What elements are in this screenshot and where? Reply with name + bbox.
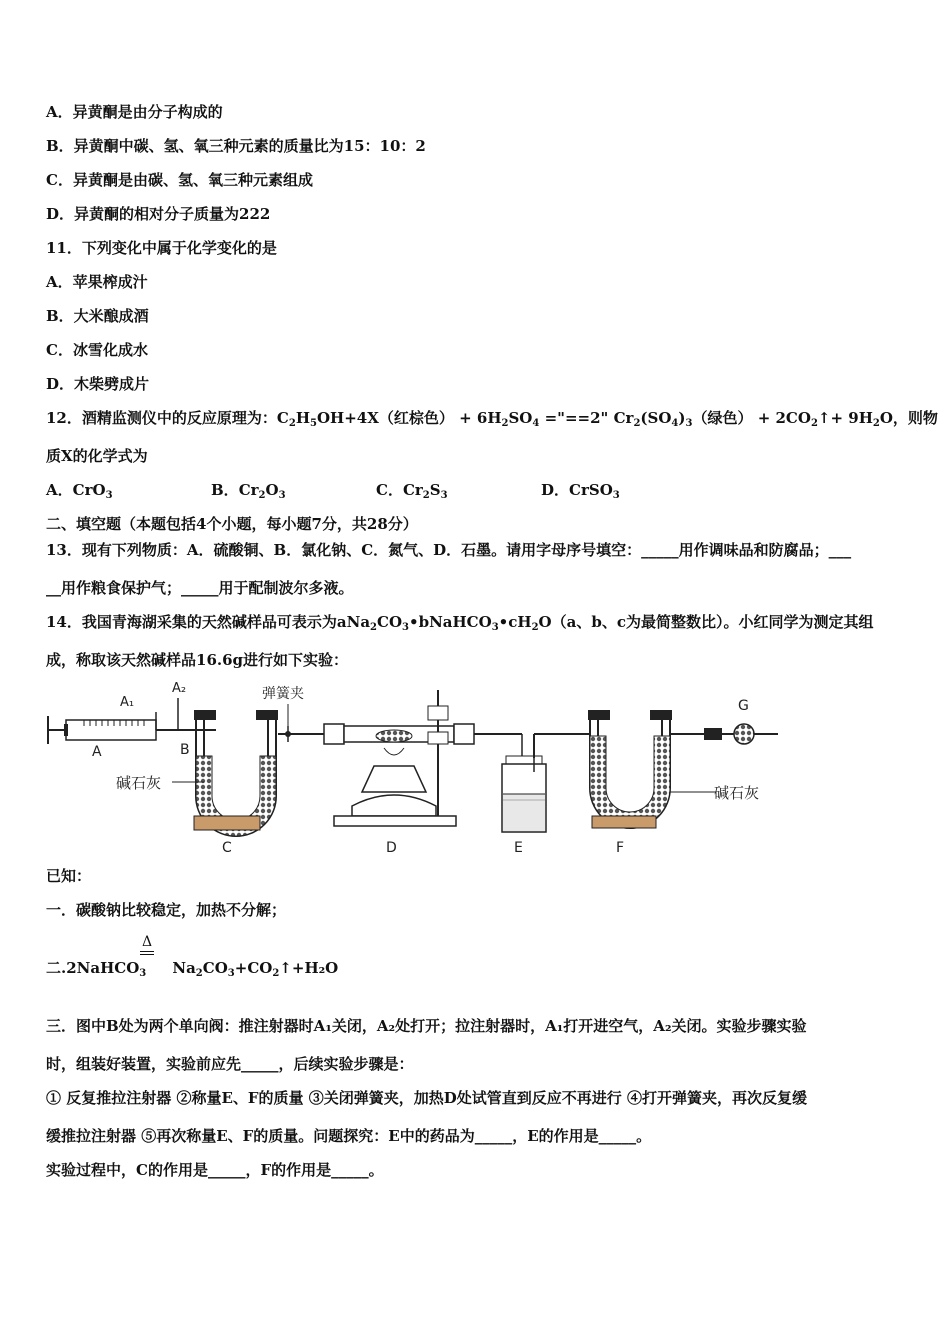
item3-line5: 实验过程中，C的作用是_____，F的作用是_____。 <box>46 1161 384 1179</box>
label-d: D <box>386 840 397 856</box>
q12-option-a: A．CrO$_3$ <box>46 481 113 501</box>
heating-condition: Δ <box>140 934 154 955</box>
q14-line1: 14．我国青海湖采集的天然碱样品可表示为$aNa_2CO_3•bNaHCO_3•cH_2O(a$、b、c为最简整数比）。小红同学为测定其组 <box>46 613 874 633</box>
q13-line2: __用作粮食保护气；_____用于配制波尔多液。 <box>46 579 354 597</box>
syringe-a <box>48 716 194 744</box>
q10-option-a: A．异黄酮是由分子构成的 <box>46 103 223 121</box>
q12-option-c: C．$Cr_2S_3$ <box>376 481 448 501</box>
known-item2: 二.2NaHCO$_3$ $Na_2CO_3+CO_2↑+H_2O$ <box>46 959 339 979</box>
label-f: F <box>616 840 625 856</box>
soda-lime-left-label: 碱石灰 <box>116 774 162 792</box>
soda-lime-right-label: 碱石灰 <box>714 784 760 802</box>
known-item1: 一．碳酸钠比较稳定，加热不分解； <box>46 901 287 919</box>
q14-line2: 成，称取该天然碱样品16.6g进行如下实验： <box>46 651 349 669</box>
label-a: A <box>92 744 102 760</box>
heating-setup-d <box>324 690 474 826</box>
q11-stem: 11．下列变化中属于化学变化的是 <box>46 239 277 257</box>
q12-stem-line2: 质X的化学式为 <box>46 447 148 465</box>
label-e: E <box>514 840 523 856</box>
q12-option-b: B．$Cr_2O_3$ <box>211 481 286 501</box>
label-b: B <box>180 742 190 758</box>
u-tube-f <box>588 710 672 828</box>
wash-bottle-e <box>502 756 546 832</box>
drying-tube-g <box>670 724 778 744</box>
experiment-apparatus-diagram <box>44 676 784 866</box>
u-tube-c <box>194 710 278 836</box>
label-clip: 弹簧夹 <box>262 686 304 702</box>
q13-line1: 13．现有下列物质：A．硫酸铜、B．氯化钠、C．氮气、D．石墨。请用字母序号填空：_____用作调味品和防腐品；___ <box>46 541 852 559</box>
q12-stem: 12．酒精监测仪中的反应原理为：$C_2H_5OH+4X$（红棕色） + $6H_2SO_4$ ="==2" $Cr_2(SO_4)_3$（绿色） + $2CO_2↑+ 9H_2O$，则物 <box>46 409 938 429</box>
label-a1: A₁ <box>120 695 135 710</box>
item3-line2: 时，组装好装置，实验前应先_____，后续实验步骤是： <box>46 1055 414 1073</box>
q11-option-c: C．冰雪化成水 <box>46 341 148 359</box>
q12-options <box>46 480 620 500</box>
item3-line4: 缓推拉注射器 ⑤再次称量E、F的质量。问题探究：E中的药品为_____，E的作用是_____。 <box>46 1127 652 1145</box>
item3-line1: 三．图中B处为两个单向阀：推注射器时A₁关闭，A₂处打开；拉注射器时，A₁打开进空气，A₂关闭。实验步骤实验 <box>46 1017 807 1035</box>
item3-line3: ① 反复推拉注射器 ②称量E、F的质量 ③关闭弹簧夹，加热D处试管直到反应不再进行 ④打开弹簧夹，再次反复缓 <box>46 1089 807 1107</box>
label-c: C <box>222 840 232 856</box>
section-heading: 二、填空题（本题包括4个小题，每小题7分，共28分） <box>46 515 418 533</box>
q10-option-b: B．异黄酮中碳、氢、氧三种元素的质量比为15：10：2 <box>46 137 426 155</box>
q11-option-a: A．苹果榨成汁 <box>46 273 148 291</box>
label-g: G <box>738 698 749 714</box>
q12-option-d: D．CrSO$_3$ <box>541 481 620 501</box>
q10-option-c: C．异黄酮是由碳、氢、氧三种元素组成 <box>46 171 313 189</box>
q11-option-b: B．大米酿成酒 <box>46 307 149 325</box>
known-title: 已知： <box>46 867 92 885</box>
q11-option-d: D．木柴劈成片 <box>46 375 150 393</box>
q10-option-d: D．异黄酮的相对分子质量为222 <box>46 205 271 223</box>
label-a2: A₂ <box>172 681 187 696</box>
